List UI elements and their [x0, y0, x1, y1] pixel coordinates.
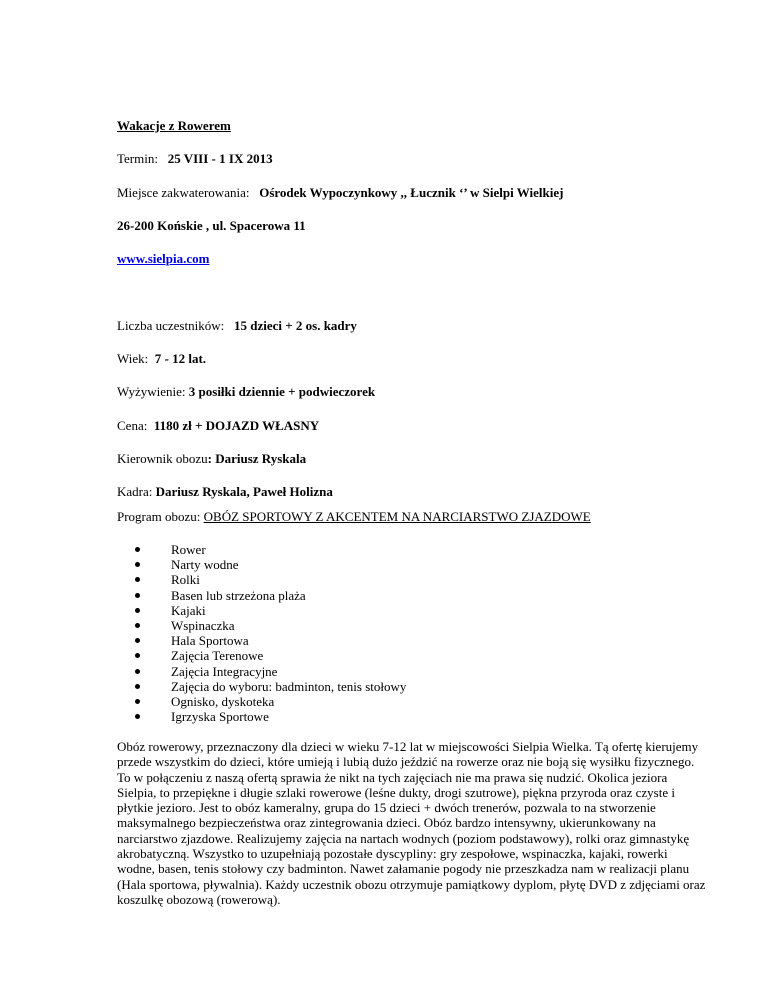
website-link[interactable]: www.sielpia.com	[117, 251, 210, 266]
bullet-icon	[135, 684, 140, 689]
list-item: Zajęcia Integracyjne	[117, 664, 406, 679]
bullet-icon	[135, 608, 140, 613]
bullet-icon	[135, 562, 140, 567]
description-line: przede wszystkim do dzieci, które umieją i lubią dużo jeździć na rowerze oraz nie boją się wysiłku fizycznego.	[117, 754, 695, 770]
bullet-icon	[135, 714, 140, 719]
bullet-icon	[135, 669, 140, 674]
list-item: Rower	[117, 542, 406, 557]
program-label: Program obozu:	[117, 509, 201, 524]
list-item: Zajęcia Terenowe	[117, 648, 406, 663]
list-item: Basen lub strzeżona plaża	[117, 588, 406, 603]
bullet-icon	[135, 699, 140, 704]
bullet-icon	[135, 653, 140, 658]
accommodation-line	[117, 185, 563, 201]
participants-label: Liczba uczestników:	[117, 318, 225, 333]
activities-list	[117, 542, 406, 724]
term-value: 25 VIII - 1 IX 2013	[167, 151, 273, 166]
accommodation-label: Miejsce zakwaterowania:	[117, 185, 250, 200]
list-item: Hala Sportowa	[117, 633, 406, 648]
document-title: Wakacje z Rowerem	[117, 118, 231, 133]
price-value: 1180 zł + DOJAZD WŁASNY	[153, 418, 320, 433]
staff-value: Dariusz Ryskala, Paweł Holizna	[155, 484, 333, 499]
website-line	[117, 251, 209, 267]
list-item: Ognisko, dyskoteka	[117, 694, 406, 709]
list-item: Narty wodne	[117, 557, 406, 572]
accommodation-value: Ośrodek Wypoczynkowy ,, Łucznik ‘’ w Sielpi Wielkiej	[259, 185, 564, 200]
description-line: akrobatyczną. Wszystko to uzupełniają pozostałe dyscypliny: gry zespołowe, wspinaczka, kajaki, rowerki	[117, 846, 668, 862]
meals-line	[117, 384, 375, 400]
meals-label: Wyżywienie:	[117, 384, 186, 399]
bullet-icon	[135, 547, 140, 552]
staff-label: Kadra:	[117, 484, 153, 499]
description-line: narciarstwo zjazdowe. Realizujemy zajęcia na nartach wodnych (poziom podstawowy), rolki oraz gimnastykę	[117, 830, 690, 846]
address-line: 26-200 Końskie , ul. Spacerowa 11	[117, 218, 306, 233]
age-value: 7 - 12 lat.	[154, 351, 207, 366]
list-item: Zajęcia do wyboru: badminton, tenis stołowy	[117, 679, 406, 694]
price-label: Cena:	[117, 418, 148, 433]
age-line	[117, 351, 206, 367]
list-item: Rolki	[117, 572, 406, 587]
participants-line	[117, 318, 357, 334]
list-item: Igrzyska Sportowe	[117, 709, 406, 724]
program-value: OBÓZ SPORTOWY Z AKCENTEM NA NARCIARSTWO ZJAZDOWE	[203, 509, 591, 524]
leader-line	[117, 451, 306, 467]
staff-line	[117, 484, 333, 500]
term-line	[117, 151, 273, 167]
description-line: płytkie jezioro. Jest to obóz kameralny, grupa do 15 dzieci + dwóch trenerów, pozwala to na stworzenie	[117, 800, 656, 816]
participants-value: 15 dzieci + 2 os. kadry	[233, 318, 357, 333]
description-line: Sielpia, to przepiękne i długie szlaki rowerowe (leśne dukty, drogi szutrowe), piękna przyroda oraz czyste i	[117, 784, 675, 800]
bullet-icon	[135, 577, 140, 582]
price-line	[117, 418, 319, 434]
program-line	[117, 509, 591, 525]
leader-label: Kierownik obozu	[117, 451, 208, 466]
meals-value: 3 posiłki dziennie + podwieczorek	[188, 384, 376, 399]
leader-value: : Dariusz Ryskala	[207, 451, 307, 466]
bullet-icon	[135, 623, 140, 628]
description-line: maksymalnego bezpieczeństwa oraz zintegrowania dzieci. Obóz bardzo intensywny, ukierunkowany na	[117, 815, 656, 831]
description-line: To w połączeniu z naszą ofertą sprawia że nikt na tych zajęciach nie ma prawa się nudzić. Okolica jeziora	[117, 769, 668, 785]
term-label: Termin:	[117, 151, 158, 166]
list-item: Wspinaczka	[117, 618, 406, 633]
age-label: Wiek:	[117, 351, 149, 366]
bullet-icon	[135, 593, 140, 598]
bullet-icon	[135, 638, 140, 643]
list-item: Kajaki	[117, 603, 406, 618]
description-paragraph	[117, 739, 706, 907]
description-line: (Hala sportowa, pływalnia). Każdy uczestnik obozu otrzymuje pamiątkowy dyplom, płytę DVD z zdjęciami oraz	[117, 876, 706, 892]
description-line: koszulkę obozową (rowerową).	[117, 891, 281, 907]
description-line: Obóz rowerowy, przeznaczony dla dzieci w wieku 7-12 lat w miejscowości Sielpia Wielka. Tą ofertę kierujemy	[117, 739, 699, 754]
description-line: wodne, basen, tenis stołowy czy badminton. Nawet załamanie pogody nie przeszkadza nam w realizacji planu	[117, 861, 690, 877]
